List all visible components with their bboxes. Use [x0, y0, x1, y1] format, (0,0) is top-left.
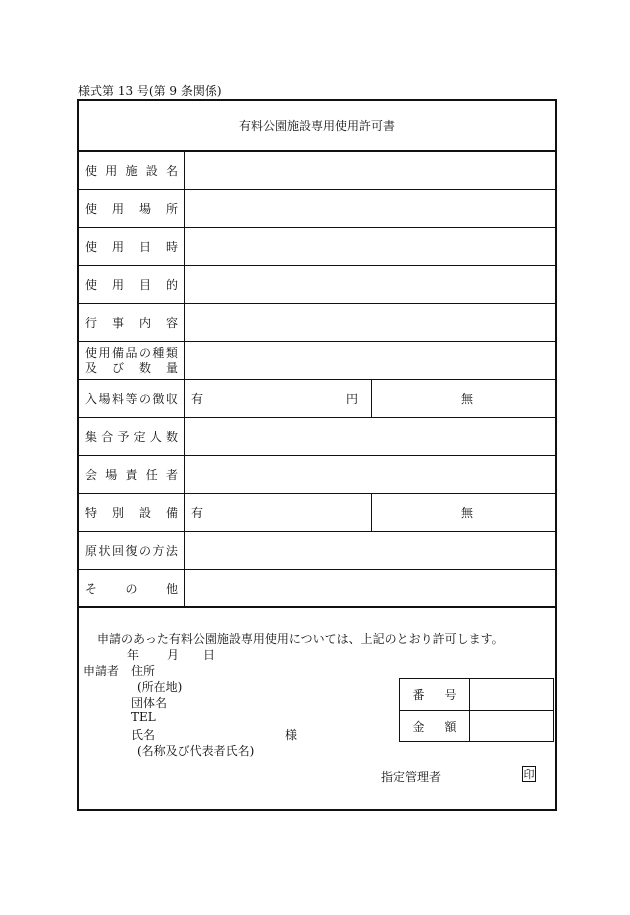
date-year: 年	[127, 648, 140, 662]
applicant-group: 団体名	[131, 696, 168, 710]
form-title: 有料公園施設専用使用許可書	[79, 101, 555, 152]
admission-yen: 円	[346, 392, 359, 406]
approval-section	[79, 604, 555, 809]
number-amount-table	[399, 678, 554, 742]
row-venue-manager: 会 場 責 任 者	[79, 456, 555, 494]
special-equipment-no[interactable]: 無	[461, 506, 474, 520]
applicant-tel: TEL	[131, 710, 156, 724]
use-location-field[interactable]	[185, 190, 555, 227]
venue-manager-field[interactable]	[185, 456, 555, 493]
approval-statement: 申請のあった有料公園施設専用使用については、上記のとおり許可します。	[97, 632, 504, 646]
row-use-location: 使 用 場 所	[79, 190, 555, 228]
use-datetime-field[interactable]	[185, 228, 555, 265]
expected-attendance-field[interactable]	[185, 418, 555, 455]
form-reference: 様式第 13 号(第 9 条関係)	[78, 84, 222, 98]
applicant-sama: 様	[285, 728, 298, 742]
row-equipment: 使 用 備 品 の 種 類 及 び 数 量	[79, 342, 555, 380]
other-field[interactable]	[185, 570, 555, 606]
admission-no[interactable]: 無	[461, 392, 474, 406]
date-month: 月	[167, 648, 180, 662]
row-other: そ の 他	[79, 570, 555, 608]
applicant-address-note: (所在地)	[137, 680, 183, 694]
row-restoration-method: 原 状 回 復 の 方 法	[79, 532, 555, 570]
facility-name-field[interactable]	[185, 152, 555, 189]
row-special-equipment: 特 別 設 備 有 無	[79, 494, 555, 532]
event-content-field[interactable]	[185, 304, 555, 341]
applicant-name: 氏名	[131, 728, 156, 742]
restoration-method-field[interactable]	[185, 532, 555, 569]
designated-manager: 指定管理者	[381, 770, 442, 784]
amount-row: 金 額	[400, 710, 553, 742]
permit-form	[77, 99, 557, 811]
row-admission-fee: 入 場 料 等 の 徴 収 有 円 無	[79, 380, 555, 418]
number-row: 番 号	[400, 679, 553, 710]
equipment-field[interactable]	[185, 342, 555, 379]
applicant-label: 申請者	[83, 664, 120, 678]
row-expected-attendance: 集 合 予 定 人 数	[79, 418, 555, 456]
seal-mark: 印	[523, 768, 535, 781]
special-equipment-yes[interactable]: 有	[191, 506, 204, 520]
row-facility-name: 使 用 施 設 名	[79, 152, 555, 190]
row-use-datetime: 使 用 日 時	[79, 228, 555, 266]
applicant-name-note: (名称及び代表者氏名)	[137, 744, 255, 758]
row-event-content: 行 事 内 容	[79, 304, 555, 342]
admission-yes[interactable]: 有	[191, 392, 204, 406]
use-purpose-field[interactable]	[185, 266, 555, 303]
row-use-purpose: 使 用 目 的	[79, 266, 555, 304]
date-day: 日	[203, 648, 216, 662]
applicant-address: 住所	[131, 664, 156, 678]
